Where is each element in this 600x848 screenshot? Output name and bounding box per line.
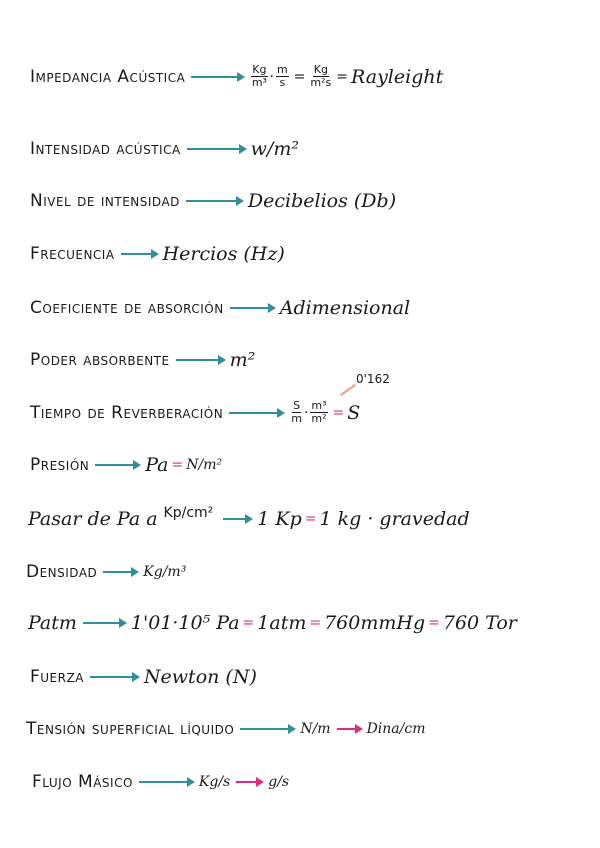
arrow-icon [83,622,125,624]
fraction-m3-m2: $\frac{\text{m³}}{\text{m²}}$ [311,399,327,425]
row-fuerza [30,666,257,688]
fraction-s-m: $\frac{S}{m}$ [291,399,302,425]
value-n-m2: N/m² [186,457,223,473]
label-impedancia: Impedancia Acústica [30,66,186,87]
arrow-icon [176,359,224,361]
arrow-icon [186,200,242,202]
label-intensidad-acustica: Intensidad acústica [30,139,181,159]
value-decibelios: Decibelios (Db) [247,190,397,212]
arrow-icon [187,148,245,150]
unit-kp-cm2: Kp/cm² [163,505,214,521]
arrow-icon [90,676,138,678]
arrow-icon [223,518,251,520]
label-densidad: Densidad [26,562,98,582]
value-newton: Newton (N) [143,666,257,688]
row-frecuencia [30,243,285,265]
arrow-icon [103,571,137,573]
value-pa: Pa [145,454,169,476]
value-kg-gravedad: 1 kg · gravedad [319,508,470,530]
arrow-pink-icon [236,781,262,783]
value-kg-s: Kg/s [198,774,231,790]
arrow-icon [230,307,274,309]
row-tension-superficial [26,719,425,739]
label-coeficiente: Coeficiente de absorción [30,298,224,318]
arrow-icon [139,781,193,783]
arrow-pink-icon [337,728,361,730]
value-m2: m² [229,349,256,371]
label-presion: Presión [30,455,90,475]
value-rayleight: Rayleight [351,65,444,88]
label-poder-absorbente: Poder absorbente [30,350,170,370]
label-tension-superficial: Tensión superficial líquido [26,719,235,739]
label-pasar-pa: Pasar de Pa a [28,508,158,530]
row-pasar-pa: Pasar de Pa a Kp/cm² 1 Kp = 1 kg · gravedad [28,505,470,530]
row-tiempo-reverberacion: Tiempo de Reverberación $\frac{S}{m}$ · $\frac{\text{m³}}{\text{m²}}$ = S [30,399,361,425]
label-frecuencia: Frecuencia [30,244,115,264]
note-0162: 0'162 [356,372,390,386]
value-dina-cm: Dina/cm [366,721,426,737]
arrow-icon [95,464,139,466]
label-tiempo-reverberacion: Tiempo de Reverberación [30,402,224,423]
arrow-icon [191,76,243,78]
value-760-tor: 760 Tor [442,612,517,634]
fraction-kg-m2s: $\frac{Kg}{\text{m²s}}$ [310,63,332,89]
row-nivel-intensidad [30,190,396,212]
row-flujo-masico [32,772,289,792]
arrow-icon [121,253,157,255]
value-1kp: 1 Kp [257,508,302,530]
value-s: S [347,401,361,424]
fraction-kg-m3: $\frac{Kg}{\text{m³}}$ [251,63,267,89]
value-hercios: Hercios (Hz) [162,243,285,265]
label-patm: Patm [28,612,77,634]
row-densidad [26,562,186,582]
value-w-m2: w/m² [250,138,299,160]
row-patm: Patm 1'01·10⁵ Pa = 1atm = 760mmHg = 760 Tor [28,612,517,634]
value-760mmhg: 760mmHg [324,612,426,634]
label-flujo-masico: Flujo Másico [32,772,133,792]
row-coeficiente [30,297,410,319]
note-arrow-icon [340,384,356,396]
value-pa-atm: 1'01·10⁵ Pa [130,612,240,634]
label-fuerza: Fuerza [30,667,84,687]
value-g-s: g/s [268,774,290,790]
arrow-icon [229,412,283,414]
value-kg-m3: Kg/m³ [143,564,187,580]
value-n-m: N/m [300,721,331,737]
row-presion: Presión Pa = N/m² [30,454,223,476]
value-1atm: 1atm [257,612,307,634]
label-nivel-intensidad: Nivel de intensidad [30,191,180,211]
arrow-icon [240,728,294,730]
row-intensidad-acustica [30,138,299,160]
value-adimensional: Adimensional [279,297,411,319]
row-impedancia: Impedancia Acústica $\frac{Kg}{\text{m³}}$ · $\frac{m}{s}$ = $\frac{Kg}{\text{m²s}}$ = Rayleight [30,63,444,89]
fraction-m-s: $\frac{m}{s}$ [276,63,288,89]
row-poder-absorbente [30,349,255,371]
